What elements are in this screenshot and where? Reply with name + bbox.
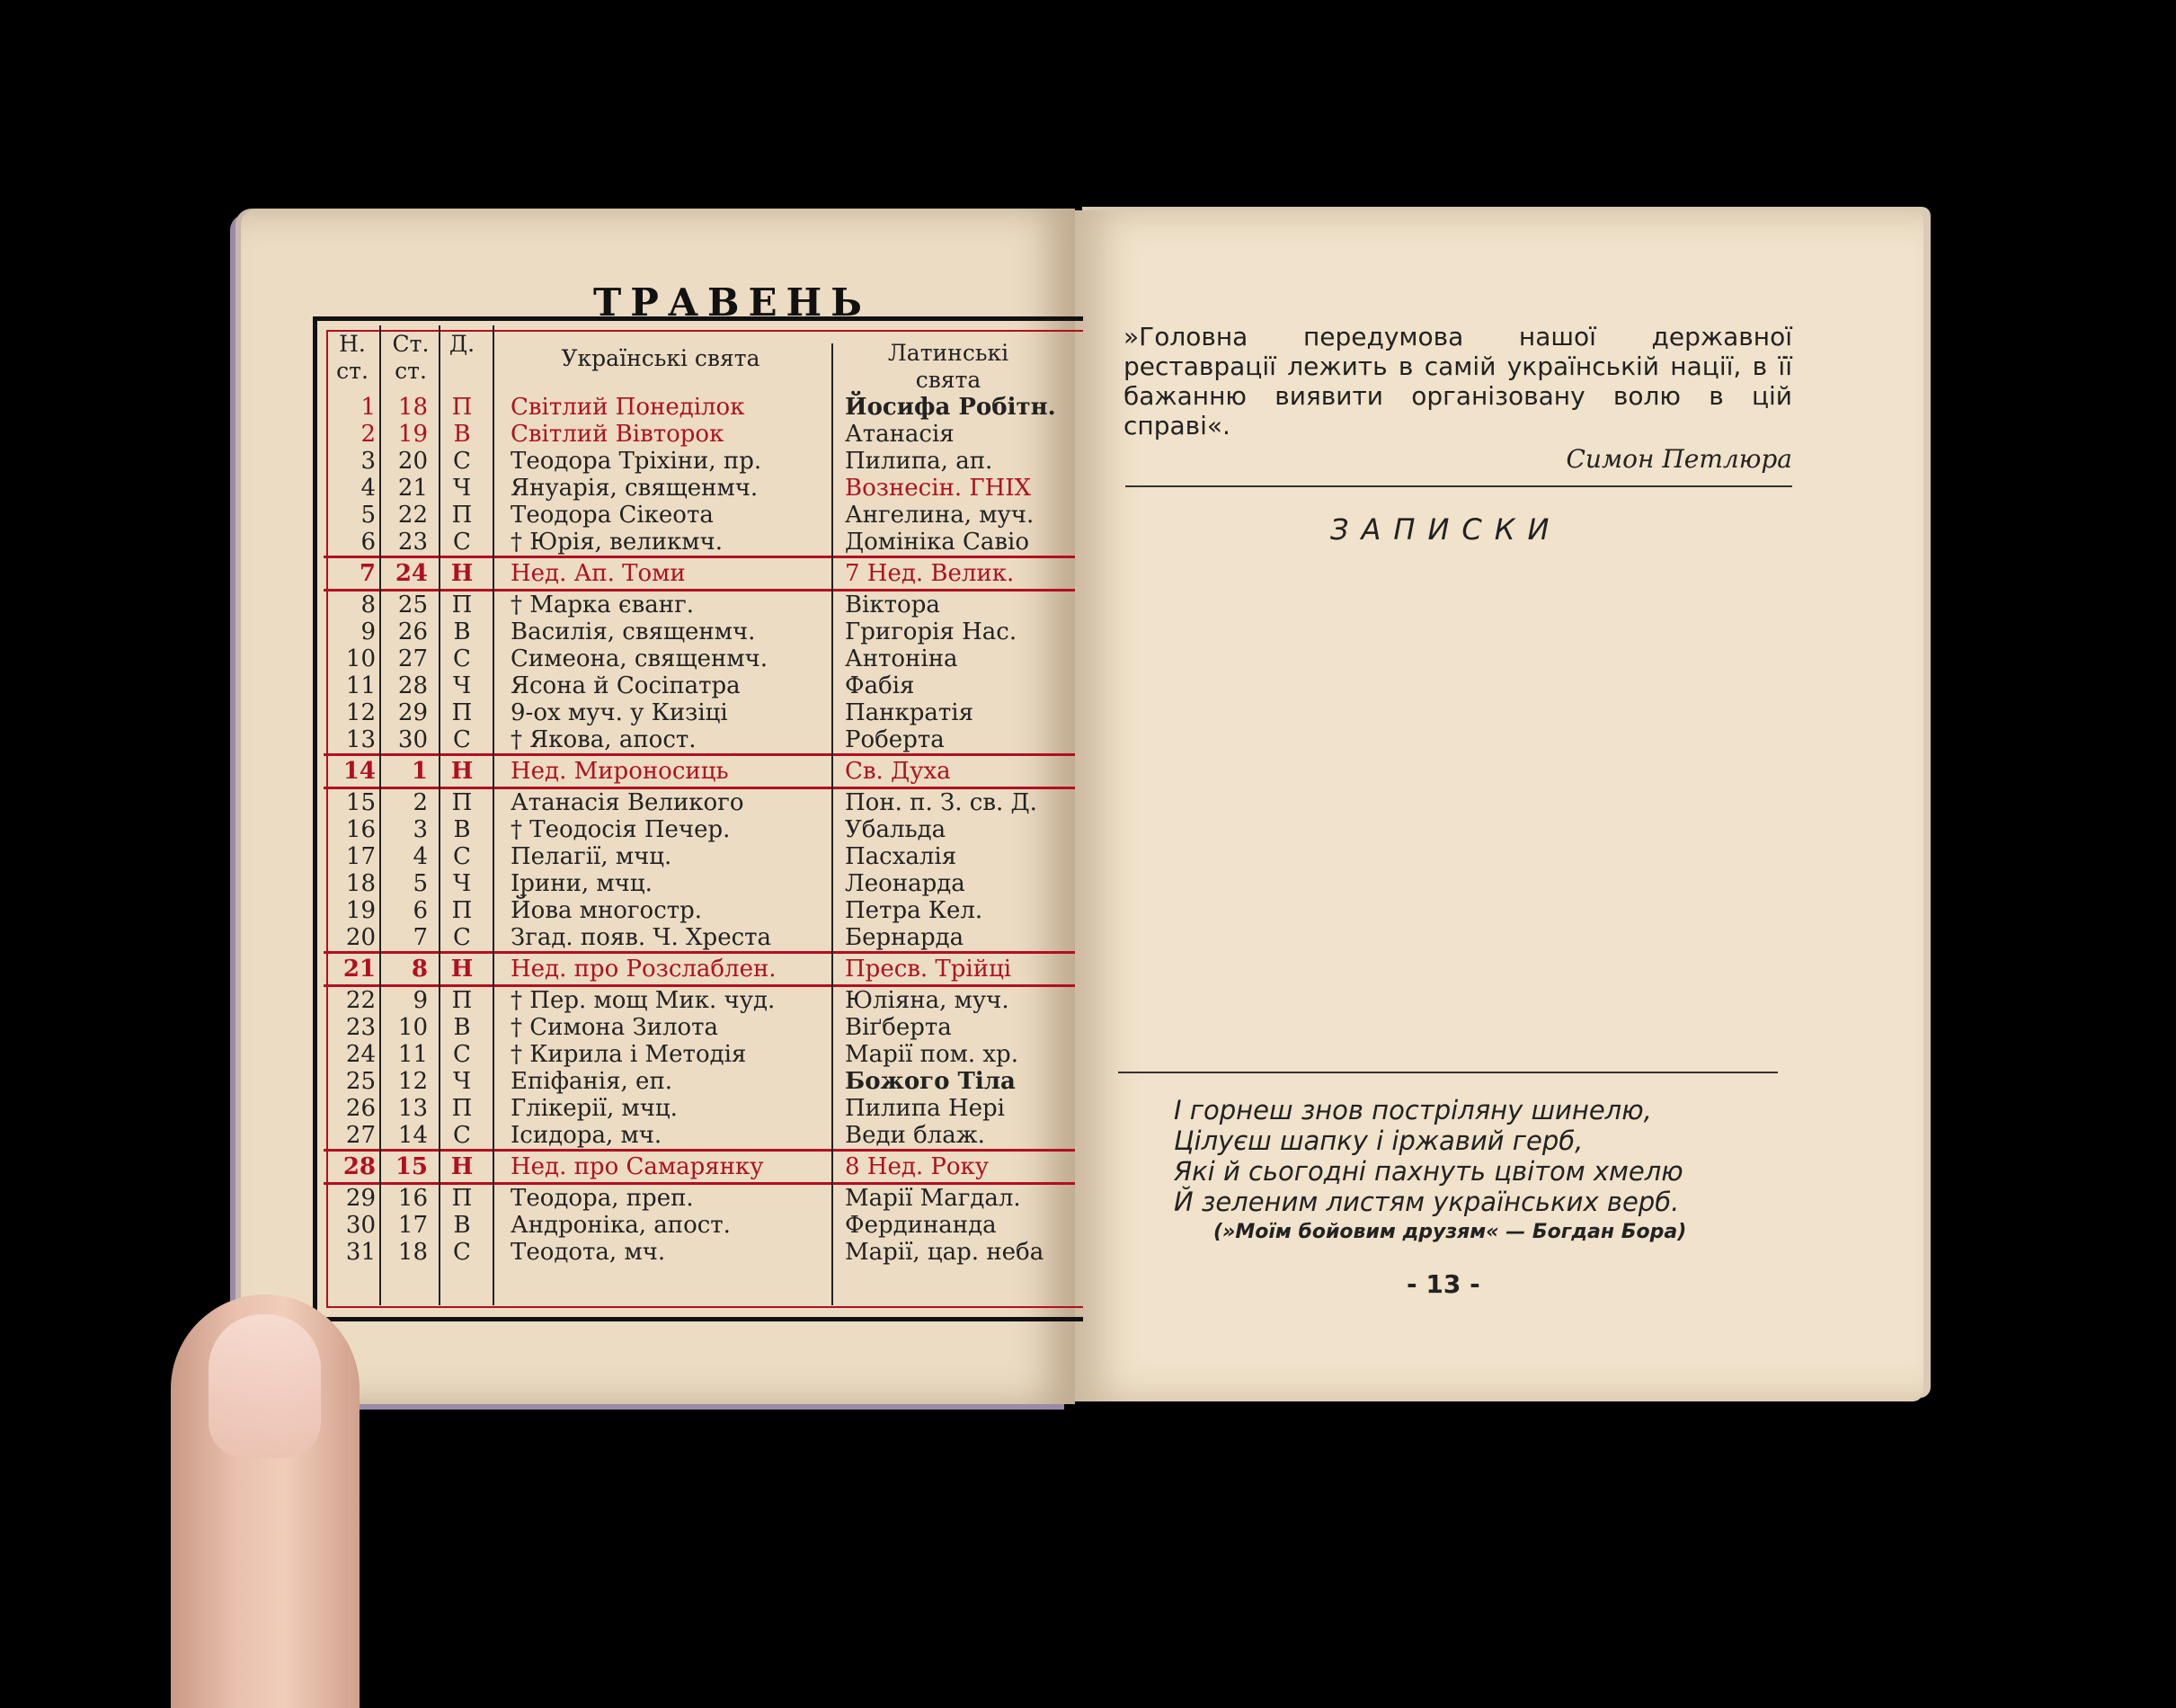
- old-style-date: 28: [397, 672, 428, 699]
- latin-feast: Йосифа Робітн.: [845, 394, 1056, 421]
- calendar-row: [324, 1068, 1075, 1095]
- calendar-row: [324, 1185, 1075, 1212]
- latin-feast: Марії пом. хр.: [845, 1041, 1018, 1068]
- old-style-date: 30: [397, 726, 428, 753]
- header-old-style: Ст. ст.: [392, 331, 430, 384]
- latin-feast: Леонарда: [845, 870, 965, 897]
- old-style-date: 7: [413, 924, 428, 951]
- old-style-date: 6: [413, 897, 428, 924]
- calendar-row-sunday: [324, 556, 1075, 592]
- old-style-date: 3: [413, 816, 428, 843]
- calendar-row: [324, 645, 1075, 672]
- new-style-date: 2: [360, 421, 376, 448]
- calendar-row: [324, 529, 1075, 556]
- new-style-date: 6: [360, 529, 376, 556]
- calendar-row: [324, 987, 1075, 1014]
- calendar-row: [324, 1041, 1075, 1068]
- calendar-rows: [324, 394, 1075, 1266]
- latin-feast: Божого Тіла: [845, 1068, 1016, 1095]
- page-number: - 13 -: [1407, 1269, 1480, 1299]
- old-style-date: 10: [397, 1014, 428, 1041]
- old-style-date: 1: [411, 758, 428, 785]
- ukrainian-feast: Нед. Ап. Томи: [511, 560, 686, 587]
- month-title: ТРАВЕНЬ: [593, 280, 871, 325]
- new-style-date: 5: [360, 502, 376, 529]
- old-style-date: 2: [413, 789, 428, 816]
- latin-feast: 8 Нед. Року: [845, 1153, 990, 1180]
- notes-title: ЗАПИСКИ: [1330, 512, 1562, 547]
- latin-feast: Марії, цар. неба: [845, 1239, 1044, 1266]
- ukrainian-feast: Ісидора, мч.: [511, 1122, 662, 1149]
- weekday: С: [453, 924, 471, 951]
- ukrainian-feast: Атанасія Великого: [511, 789, 744, 816]
- latin-feast: Петра Кел.: [845, 897, 983, 924]
- header-latin: Латинські свята: [887, 340, 1009, 393]
- calendar-table: [324, 325, 1075, 1266]
- latin-feast: Пилипа, ап.: [845, 448, 993, 475]
- old-style-date: 27: [397, 645, 428, 672]
- quote-author: Симон Петлюра: [1566, 444, 1792, 474]
- ukrainian-feast: Пелагії, мчц.: [511, 843, 672, 870]
- new-style-date: 25: [345, 1068, 376, 1095]
- calendar-row: [324, 843, 1075, 870]
- new-style-date: 28: [342, 1153, 376, 1180]
- new-style-date: 13: [345, 726, 376, 753]
- ukrainian-feast: Світлий Вівторок: [511, 421, 724, 448]
- old-style-date: 25: [397, 592, 428, 618]
- poem: [1174, 1095, 1683, 1217]
- weekday: П: [451, 789, 473, 816]
- latin-feast: Марії Магдал.: [845, 1185, 1021, 1212]
- old-style-date: 19: [397, 421, 428, 448]
- latin-feast: Фабія: [845, 672, 915, 699]
- new-style-date: 24: [345, 1041, 376, 1068]
- latin-feast: Віґберта: [845, 1014, 952, 1041]
- ukrainian-feast: Теодора, преп.: [511, 1185, 694, 1212]
- calendar-row: [324, 924, 1075, 951]
- new-style-date: 26: [345, 1095, 376, 1122]
- new-style-date: 12: [345, 699, 376, 726]
- weekday: В: [453, 816, 471, 843]
- calendar-row: [324, 897, 1075, 924]
- calendar-row: [324, 421, 1075, 448]
- weekday: Ч: [452, 672, 472, 699]
- old-style-date: 11: [397, 1041, 428, 1068]
- old-style-date: 17: [397, 1212, 428, 1239]
- weekday: Н: [450, 956, 474, 983]
- latin-feast: Пасхалія: [845, 843, 957, 870]
- ukrainian-feast: 9-ох муч. у Кизіці: [511, 699, 728, 726]
- ukrainian-feast: † Пер. мощ Мик. чуд.: [511, 987, 776, 1014]
- weekday: П: [451, 592, 473, 618]
- fingernail: [209, 1314, 321, 1458]
- calendar-row: [324, 1212, 1075, 1239]
- latin-feast: Панкратія: [845, 699, 973, 726]
- weekday: Н: [450, 560, 474, 587]
- weekday: Н: [450, 1153, 474, 1180]
- ukrainian-feast: Згад. появ. Ч. Хреста: [511, 924, 772, 951]
- latin-feast: Віктора: [845, 592, 940, 618]
- ukrainian-feast: Ясона й Сосіпатра: [511, 672, 741, 699]
- weekday: С: [453, 645, 471, 672]
- new-style-date: 22: [345, 987, 376, 1014]
- weekday: П: [451, 699, 473, 726]
- quote-text: »Головна передумова нашої державної реставрації лежить в самій українській нації, в її бажанню виявити організовану волю в цій справі«.: [1124, 322, 1792, 440]
- calendar-row: [324, 870, 1075, 897]
- ukrainian-feast: Теодота, мч.: [511, 1239, 666, 1266]
- new-style-date: 21: [342, 956, 376, 983]
- new-style-date: 4: [360, 475, 376, 502]
- weekday: В: [453, 1014, 471, 1041]
- divider-bottom: [1118, 1072, 1778, 1073]
- ukrainian-feast: † Якова, апост.: [511, 726, 697, 753]
- calendar-row: [324, 1095, 1075, 1122]
- ukrainian-feast: Василія, священмч.: [511, 618, 756, 645]
- calendar-row: [324, 394, 1075, 421]
- old-style-date: 8: [411, 956, 428, 983]
- latin-feast: Антоніна: [845, 645, 958, 672]
- new-style-date: 27: [345, 1122, 376, 1149]
- latin-feast: Веди блаж.: [845, 1122, 985, 1149]
- calendar-row: [324, 1122, 1075, 1149]
- poem-line: Й зеленим листям українських верб.: [1174, 1187, 1680, 1217]
- weekday: Ч: [452, 475, 472, 502]
- old-style-date: 13: [397, 1095, 428, 1122]
- weekday: Ч: [452, 1068, 472, 1095]
- latin-feast: Убальда: [845, 816, 946, 843]
- ukrainian-feast: Андроніка, апост.: [511, 1212, 731, 1239]
- latin-feast: Пилипа Нері: [845, 1095, 1005, 1122]
- new-style-date: 9: [360, 618, 376, 645]
- ukrainian-feast: Світлий Понеділок: [511, 394, 745, 421]
- ukrainian-feast: Ірини, мчц.: [511, 870, 653, 897]
- new-style-date: 11: [345, 672, 376, 699]
- weekday: С: [453, 1122, 471, 1149]
- weekday: С: [453, 1041, 471, 1068]
- new-style-date: 18: [345, 870, 376, 897]
- old-style-date: 18: [397, 394, 428, 421]
- weekday: С: [453, 726, 471, 753]
- latin-feast: Домініка Савіо: [845, 529, 1029, 556]
- calendar-row: [324, 816, 1075, 843]
- new-style-date: 20: [345, 924, 376, 951]
- latin-feast: Атанасія: [845, 421, 955, 448]
- calendar-row: [324, 672, 1075, 699]
- calendar-row: [324, 448, 1075, 475]
- weekday: Ч: [452, 870, 472, 897]
- calendar-header: [324, 325, 1075, 394]
- ukrainian-feast: Йова многостр.: [511, 897, 703, 924]
- weekday: В: [453, 618, 471, 645]
- ukrainian-feast: Теодора Сікеота: [511, 502, 714, 529]
- old-style-date: 20: [397, 448, 428, 475]
- ukrainian-feast: Епіфанія, еп.: [511, 1068, 673, 1095]
- new-style-date: 31: [345, 1239, 376, 1266]
- ukrainian-feast: † Теодосія Печер.: [511, 816, 731, 843]
- ukrainian-feast: † Марка єванг.: [511, 592, 694, 618]
- latin-feast: Роберта: [845, 726, 945, 753]
- ukrainian-feast: Симеона, священмч.: [511, 645, 768, 672]
- header-ukrainian: Українські свята: [561, 345, 760, 371]
- new-style-date: 29: [345, 1185, 376, 1212]
- old-style-date: 9: [413, 987, 428, 1014]
- weekday: В: [453, 421, 471, 448]
- weekday: П: [451, 502, 473, 529]
- latin-feast: Вознесін. ГНІХ: [845, 475, 1032, 502]
- old-style-date: 14: [397, 1122, 428, 1149]
- old-style-date: 23: [397, 529, 428, 556]
- old-style-date: 16: [397, 1185, 428, 1212]
- latin-feast: Пресв. Трійці: [845, 956, 1012, 983]
- new-style-date: 16: [345, 816, 376, 843]
- old-style-date: 12: [397, 1068, 428, 1095]
- calendar-row-sunday: [324, 951, 1075, 987]
- weekday: С: [453, 1239, 471, 1266]
- weekday: П: [451, 897, 473, 924]
- weekday: С: [453, 843, 471, 870]
- old-style-date: 18: [397, 1239, 428, 1266]
- ukrainian-feast: Нед. Мироносиць: [511, 758, 729, 785]
- calendar-row: [324, 502, 1075, 529]
- poem-line: Цілуєш шапку і іржавий герб,: [1174, 1125, 1584, 1156]
- old-style-date: 29: [397, 699, 428, 726]
- old-style-date: 21: [397, 475, 428, 502]
- new-style-date: 1: [360, 394, 376, 421]
- old-style-date: 24: [395, 560, 428, 587]
- latin-feast: Юліяна, муч.: [845, 987, 1009, 1014]
- weekday: Н: [450, 758, 474, 785]
- weekday: С: [453, 529, 471, 556]
- latin-feast: Фердинанда: [845, 1212, 997, 1239]
- header-new-style: Н. ст.: [336, 331, 369, 384]
- weekday: В: [453, 1212, 471, 1239]
- weekday: П: [451, 394, 473, 421]
- new-style-date: 30: [345, 1212, 376, 1239]
- old-style-date: 15: [395, 1153, 428, 1180]
- calendar-row: [324, 592, 1075, 618]
- old-style-date: 5: [413, 870, 428, 897]
- calendar-row-sunday: [324, 1149, 1075, 1185]
- poem-source: (»Моїм бойовим друзям« — Богдан Бора): [1213, 1221, 1687, 1243]
- ukrainian-feast: Нед. про Самарянку: [511, 1153, 764, 1180]
- new-style-date: 7: [359, 560, 376, 587]
- calendar-row: [324, 1239, 1075, 1266]
- ukrainian-feast: Нед. про Розслаблен.: [511, 956, 777, 983]
- calendar-row: [324, 475, 1075, 502]
- weekday: П: [451, 1185, 473, 1212]
- ukrainian-feast: † Юрія, великмч.: [511, 529, 723, 556]
- ukrainian-feast: Януарія, священмч.: [511, 475, 759, 502]
- calendar-row: [324, 726, 1075, 753]
- calendar-row: [324, 618, 1075, 645]
- old-style-date: 22: [397, 502, 428, 529]
- weekday: П: [451, 987, 473, 1014]
- calendar-row: [324, 699, 1075, 726]
- poem-line: І горнеш знов постріляну шинелю,: [1174, 1095, 1652, 1125]
- calendar-row-sunday: [324, 753, 1075, 789]
- weekday: С: [453, 448, 471, 475]
- ukrainian-feast: † Симона Зилота: [511, 1014, 719, 1041]
- calendar-row: [324, 789, 1075, 816]
- old-style-date: 26: [397, 618, 428, 645]
- new-style-date: 3: [360, 448, 376, 475]
- header-day: Д.: [449, 331, 475, 357]
- latin-feast: Пон. п. З. св. Д.: [845, 789, 1037, 816]
- latin-feast: Григорія Нас.: [845, 618, 1017, 645]
- new-style-date: 10: [345, 645, 376, 672]
- new-style-date: 17: [345, 843, 376, 870]
- ukrainian-feast: † Кирила і Методія: [511, 1041, 747, 1068]
- new-style-date: 15: [345, 789, 376, 816]
- new-style-date: 14: [342, 758, 376, 785]
- divider-top: [1125, 485, 1792, 487]
- latin-feast: Св. Духа: [845, 758, 951, 785]
- new-style-date: 19: [345, 897, 376, 924]
- ukrainian-feast: Теодора Тріхіни, пр.: [511, 448, 762, 475]
- old-style-date: 4: [413, 843, 428, 870]
- poem-line: Які й сьогодні пахнуть цвітом хмелю: [1174, 1156, 1683, 1187]
- latin-feast: Бернарда: [845, 924, 964, 951]
- latin-feast: 7 Нед. Велик.: [845, 560, 1015, 587]
- new-style-date: 23: [345, 1014, 376, 1041]
- weekday: П: [451, 1095, 473, 1122]
- ukrainian-feast: Глікерії, мчц.: [511, 1095, 678, 1122]
- latin-feast: Ангелина, муч.: [845, 502, 1035, 529]
- calendar-row: [324, 1014, 1075, 1041]
- new-style-date: 8: [360, 592, 376, 618]
